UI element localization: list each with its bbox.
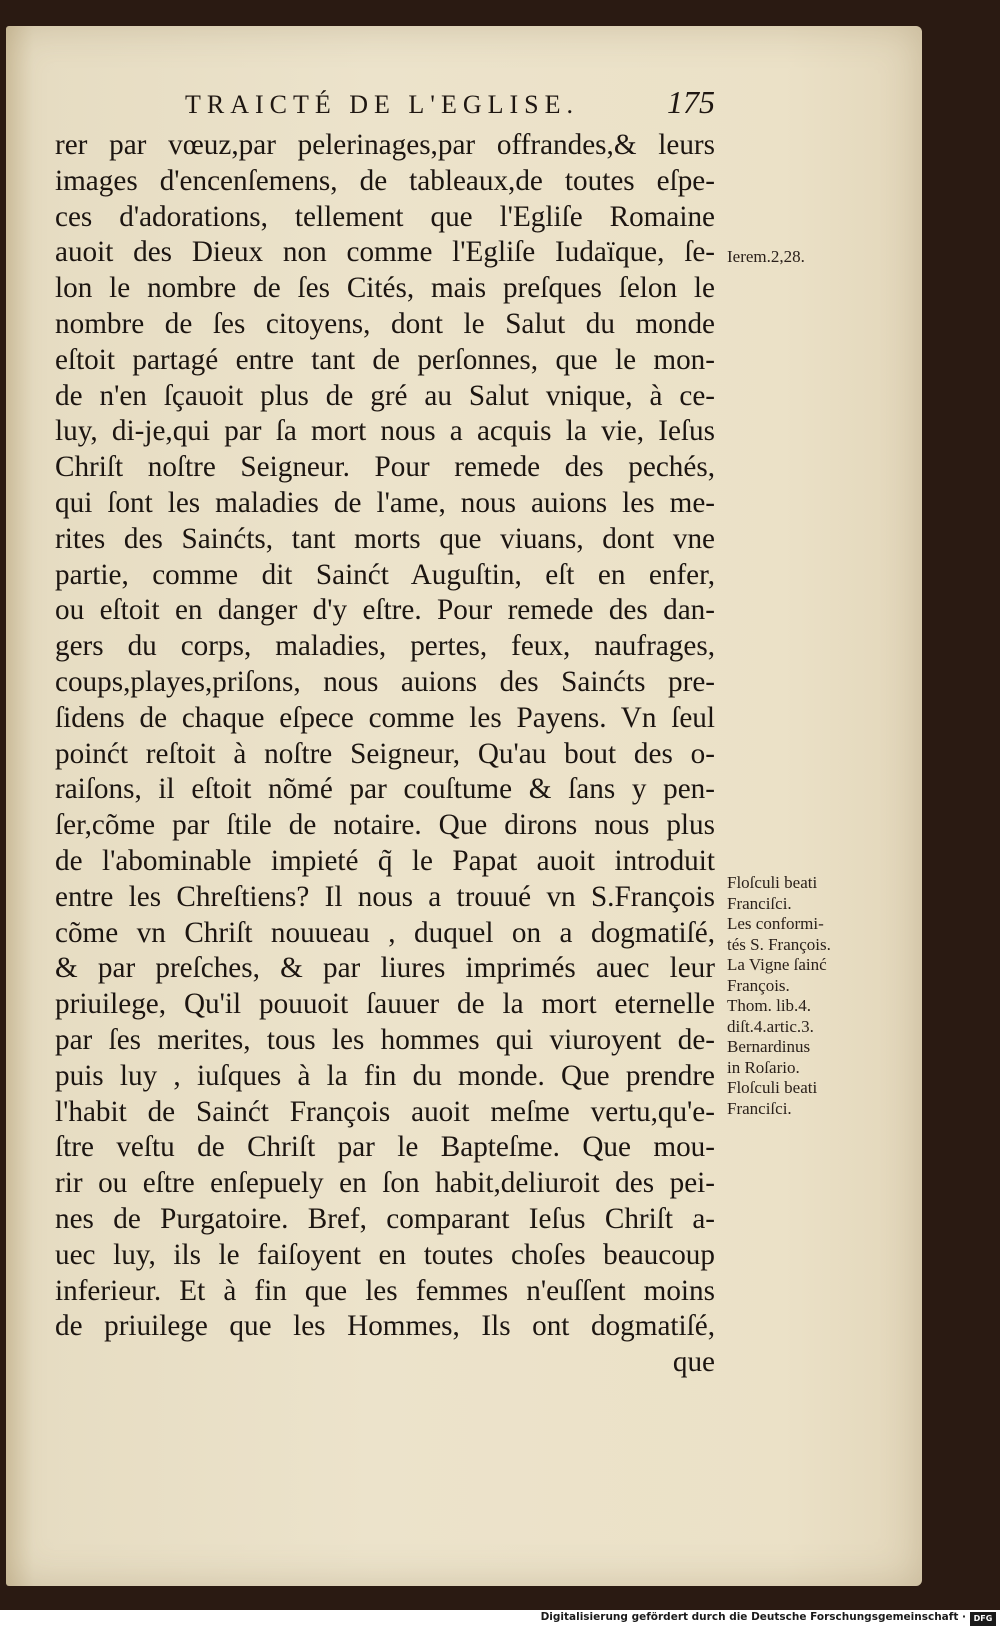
text-line: lon le nombre de ſes Cités, mais preſques ſelon le bbox=[55, 272, 715, 305]
text-line: gers du corps, maladies, pertes, feux, naufrages, bbox=[55, 630, 715, 663]
margin-note-line: diſt.4.artic.3. bbox=[727, 1016, 814, 1036]
margin-note-line: Bernardinus bbox=[727, 1037, 811, 1056]
text-line: par ſes merites, tous les hommes qui viuroyent de- bbox=[55, 1023, 715, 1056]
text-line: puis luy , iuſques à la fin du monde. Que prendre bbox=[55, 1059, 715, 1092]
running-title: TRAICTÉ DE L'EGLISE. bbox=[185, 90, 580, 119]
margin-notes-block bbox=[727, 873, 831, 1119]
text-line: l'habit de Sainćt François auoit meſme vertu,qu'e- bbox=[55, 1095, 715, 1128]
page-number: 175 bbox=[667, 84, 715, 120]
margin-note-line: Floſculi beati bbox=[727, 873, 818, 892]
catchword: que bbox=[672, 1346, 715, 1379]
running-head bbox=[185, 84, 715, 126]
text-line: nombre de ſes citoyens, dont le Salut du monde bbox=[55, 307, 715, 340]
text-line: poinćt reſtoit à noſtre Seigneur, Qu'au bout des o- bbox=[55, 737, 715, 770]
text-line: ou eſtoit en danger d'y eſtre. Pour remede des dan- bbox=[55, 594, 715, 627]
margin-note-line: Thom. lib.4. bbox=[727, 996, 812, 1015]
text-line: priuilege, Qu'il pouuoit ſauuer de la mort eternelle bbox=[55, 988, 715, 1021]
text-line: auoit des Dieux non comme l'Egliſe Iudaïque, ſe- bbox=[55, 236, 715, 269]
text-line: entre les Chreſtiens? Il nous a trouué vn S.François bbox=[55, 880, 715, 913]
margin-note-line: Ierem.2,28. bbox=[727, 247, 805, 266]
text-line: ces d'adorations, tellement que l'Egliſe Romaine bbox=[55, 200, 715, 233]
text-line: de priuilege que les Hommes, Ils ont dogmatiſé, bbox=[55, 1310, 715, 1343]
text-line: ſidens de chaque eſpece comme les Payens. Vn ſeul bbox=[55, 701, 715, 734]
text-line: raiſons, il eſtoit nõmé par couſtume & ſans y pen- bbox=[55, 773, 715, 806]
text-line: & par preſches, & par liures imprimés auec leur bbox=[55, 952, 715, 985]
digitization-footer bbox=[0, 1610, 1000, 1629]
margin-note-line: Franciſci. bbox=[727, 893, 792, 913]
margin-note-line: Franciſci. bbox=[727, 1098, 792, 1118]
text-line: ſtre veſtu de Chriſt par le Bapteſme. Que mou- bbox=[55, 1131, 715, 1164]
text-line: de n'en ſçauoit plus de gré au Salut vnique, à ce- bbox=[55, 379, 715, 412]
text-line: rir ou eſtre enſepuely en ſon habit,deliuroit des pei- bbox=[55, 1167, 715, 1200]
text-line: de l'abominable impieté q̃ le Papat auoit introduit bbox=[55, 844, 715, 877]
main-text-block bbox=[55, 128, 715, 1381]
text-line: rites des Sainćts, tant morts que viuans, dont vne bbox=[55, 522, 715, 555]
text-line: luy, di-je,qui par ſa mort nous a acquis la vie, Ieſus bbox=[55, 415, 715, 448]
text-line: cõme vn Chriſt nouueau , duquel on a dogmatiſé, bbox=[55, 916, 715, 949]
dfg-logo: DFG bbox=[970, 1612, 996, 1626]
text-line: partie, comme dit Sainćt Auguſtin, eſt en enfer, bbox=[55, 558, 715, 591]
text-line: inferieur. Et à fin que les femmes n'euſſent moins bbox=[55, 1274, 715, 1307]
text-line: uec luy, ils le faiſoyent en toutes choſes beaucoup bbox=[55, 1238, 715, 1271]
margin-note-line: François. bbox=[727, 975, 790, 995]
text-line: nes de Purgatoire. Bref, comparant Ieſus Chriſt a- bbox=[55, 1202, 715, 1235]
text-line: rer par vœuz,par pelerinages,par offrandes,& leurs bbox=[55, 129, 715, 161]
margin-note-line: La Vigne ſainć bbox=[727, 955, 827, 974]
margin-note-line: in Roſario. bbox=[727, 1057, 800, 1077]
margin-note-jeremiah bbox=[727, 247, 805, 268]
text-line: ſer,cõme par ſtile de notaire. Que dirons nous plus bbox=[55, 809, 715, 842]
text-line: eſtoit partagé entre tant de perſonnes, que le mon- bbox=[55, 343, 715, 376]
text-line: qui ſont les maladies de l'ame, nous auions les me- bbox=[55, 486, 715, 519]
text-line: coups,playes,priſons, nous auions des Sainćts pre- bbox=[55, 665, 715, 698]
margin-note-line: Les conformi- bbox=[727, 914, 824, 933]
text-line: images d'encenſemens, de tableaux,de toutes eſpe- bbox=[55, 164, 715, 197]
margin-note-line: Floſculi beati bbox=[727, 1078, 818, 1097]
margin-note-line: tés S. François. bbox=[727, 934, 831, 954]
text-line: Chriſt noſtre Seigneur. Pour remede des pechés, bbox=[55, 451, 715, 484]
funding-credit: Digitalisierung gefördert durch die Deutsche Forschungsgemeinschaft · bbox=[540, 1611, 966, 1623]
